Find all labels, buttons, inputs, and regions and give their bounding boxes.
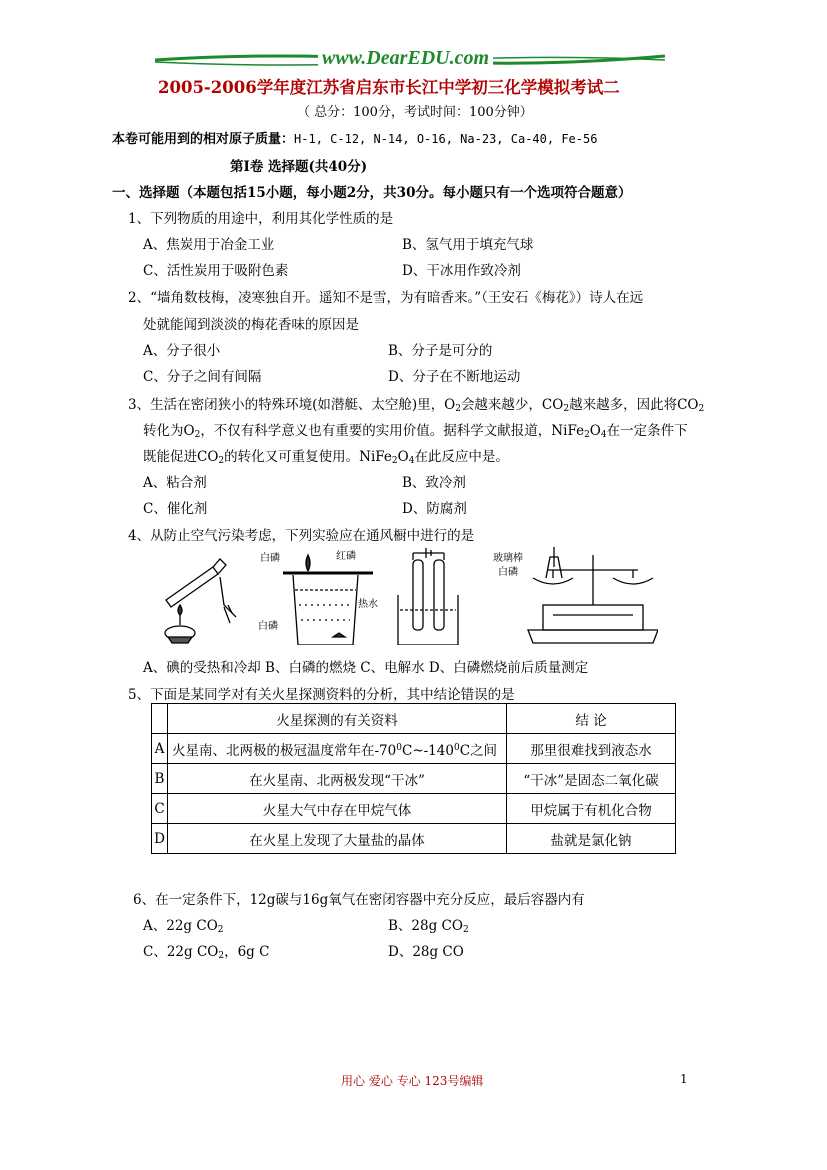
label-hot-water: 热水 xyxy=(358,599,378,610)
row-conclusion: “干冰”是固态二氧化碳 xyxy=(507,764,676,794)
row-conclusion: 甲烷属于有机化合物 xyxy=(507,794,676,824)
row-label: B xyxy=(152,764,168,794)
q3-stem-line2 xyxy=(143,419,688,440)
row-data xyxy=(168,734,507,764)
subscript: 4 xyxy=(600,430,607,440)
label-white-phosphorus-2: 白磷 xyxy=(258,621,278,632)
row-conclusion: 那里很难找到液态水 xyxy=(507,734,676,764)
subscript: 2 xyxy=(698,404,705,414)
subscript: 2 xyxy=(217,925,224,935)
table-header-row xyxy=(152,704,676,734)
q3-option-c: C、催化剂 xyxy=(143,501,208,517)
row-conclusion: 盐就是氯化钠 xyxy=(507,824,676,854)
q3-text: 在此反应中是。 xyxy=(414,449,509,465)
table-row xyxy=(152,794,676,824)
exam-info: （ 总分：100分，考试时间：100分钟） xyxy=(297,105,533,120)
q6-text: C、22g CO xyxy=(143,944,219,960)
q3-text: 会越来越少，CO xyxy=(460,397,564,413)
row-data-text: C之间 xyxy=(459,742,498,759)
subscript: 2 xyxy=(391,456,398,466)
q3-text: O xyxy=(589,423,601,439)
q3-text: 3、生活在密闭狭小的特殊环境(如潜艇、太空舱)里，O xyxy=(128,397,456,413)
q3-stem-line3 xyxy=(143,445,509,466)
table-cell xyxy=(152,704,168,734)
q2-stem-line2: 处就能闻到淡淡的梅花香味的原因是 xyxy=(143,317,359,333)
label-red-phosphorus: 红磷 xyxy=(336,551,356,562)
q3-option-d: D、防腐剂 xyxy=(402,501,467,517)
footer-text: 用心 爱心 专心 123号编辑 xyxy=(341,1074,484,1088)
label-white-phosphorus-1: 白磷 xyxy=(260,553,280,564)
q1-option-d: D、干冰用作致冷剂 xyxy=(402,263,521,279)
degree-superscript: 0 xyxy=(453,742,460,753)
q3-text: 转化为O xyxy=(143,423,195,439)
atomic-mass-line xyxy=(112,128,597,147)
q3-text: 越来越多，因此将CO xyxy=(569,397,699,413)
q5-stem: 5、下面是某同学对有关火星探测资料的分析，其中结论错误的是 xyxy=(128,687,515,703)
q2-option-d: D、分子在不断地运动 xyxy=(388,369,521,385)
q6-text: A、22g CO xyxy=(143,918,218,934)
iodine-heating-figure xyxy=(165,559,236,643)
atomic-mass-values: H-1, C-12, N-14, O-16, Na-23, Ca-40, Fe-56 xyxy=(294,132,598,146)
row-data: 火星大气中存在甲烷气体 xyxy=(168,794,507,824)
table-header-data: 火星探测的有关资料 xyxy=(168,704,507,734)
row-label: A xyxy=(152,734,168,764)
q6-text: B、28g CO xyxy=(388,918,463,934)
part-title: 第Ⅰ卷 选择题(共40分) xyxy=(230,159,368,175)
q6-option-a xyxy=(143,914,224,935)
subscript: 2 xyxy=(462,925,469,935)
q3-text: 既能促进CO xyxy=(143,449,219,465)
q6-text: ，6g C xyxy=(224,944,270,960)
mars-data-table xyxy=(151,703,676,854)
subscript: 2 xyxy=(584,430,590,440)
q4-options: A、碘的受热和冷却 B、白磷的燃烧 C、电解水 D、白磷燃烧前后质量测定 xyxy=(143,660,589,676)
q3-option-a: A、粘合剂 xyxy=(143,475,207,491)
site-logo-text: www.DearEDU.com xyxy=(318,47,493,70)
table-row xyxy=(152,734,676,764)
row-label: C xyxy=(152,794,168,824)
subscript: 2 xyxy=(455,404,461,414)
q1-option-c: C、活性炭用于吸附色素 xyxy=(143,263,289,279)
q2-option-c: C、分子之间有间隔 xyxy=(143,369,262,385)
row-data: 在火星上发现了大量盐的晶体 xyxy=(168,824,507,854)
row-data-text: 火星南、北两极的极冠温度常年在-70 xyxy=(172,742,397,759)
q6-option-d: D、28g CO xyxy=(388,944,464,960)
row-label: D xyxy=(152,824,168,854)
row-data-text: C~-140 xyxy=(401,742,454,759)
label-glass-rod: 玻璃棒 xyxy=(493,553,523,564)
subscript: 2 xyxy=(194,430,201,440)
q1-stem: 1、下列物质的用途中，利用其化学性质的是 xyxy=(128,211,394,227)
label-white-phosphorus-3: 白磷 xyxy=(498,567,518,578)
subscript: 2 xyxy=(218,456,225,466)
q3-text: ，不仅有科学意义也有重要的实用价值。据科学文献报道，NiFe xyxy=(200,423,585,439)
q3-text: 在一定条件下 xyxy=(606,423,688,439)
q3-option-b: B、致冷剂 xyxy=(402,475,466,491)
table-row xyxy=(152,764,676,794)
table-row xyxy=(152,824,676,854)
q3-stem-line1 xyxy=(128,393,704,414)
q1-option-a: A、焦炭用于冶金工业 xyxy=(143,237,275,253)
q1-option-b: B、氢气用于填充气球 xyxy=(402,237,534,253)
q2-option-b: B、分子是可分的 xyxy=(388,343,493,359)
q3-text: 的转化又可重复使用。NiFe xyxy=(224,449,392,465)
q3-text: O xyxy=(397,449,409,465)
section-title: 一、选择题（本题包括15小题，每小题2分，共30分。每小题只有一个选项符合题意） xyxy=(112,185,632,201)
q2-stem-line1: 2、“墙角数枝梅，凌寒独自开。遥知不是雪，为有暗香来。”（王安石《梅花》）诗人在远 xyxy=(128,290,644,306)
degree-superscript: 0 xyxy=(396,742,402,753)
electrolysis-figure xyxy=(398,548,458,645)
atomic-mass-label: 本卷可能用到的相对原子质量： xyxy=(112,132,295,147)
q6-option-b xyxy=(388,914,469,935)
subscript: 2 xyxy=(218,951,225,961)
q6-stem: 6、在一定条件下，12g碳与16g氧气在密闭容器中充分反应，最后容器内有 xyxy=(133,892,585,908)
subscript: 4 xyxy=(408,456,415,466)
q4-apparatus-figures xyxy=(158,545,658,645)
page-number: 1 xyxy=(680,1072,688,1086)
balance-figure xyxy=(528,547,658,643)
q6-option-c xyxy=(143,940,269,961)
row-data: 在火星南、北两极发现“干冰” xyxy=(168,764,507,794)
subscript: 2 xyxy=(563,404,570,414)
q2-option-a: A、分子很小 xyxy=(143,343,221,359)
table-header-conclusion: 结 论 xyxy=(507,704,676,734)
q4-stem: 4、从防止空气污染考虑，下列实验应在通风橱中进行的是 xyxy=(128,528,475,544)
page-title: 2005-2006学年度江苏省启东市长江中学初三化学模拟考试二 xyxy=(158,78,620,97)
